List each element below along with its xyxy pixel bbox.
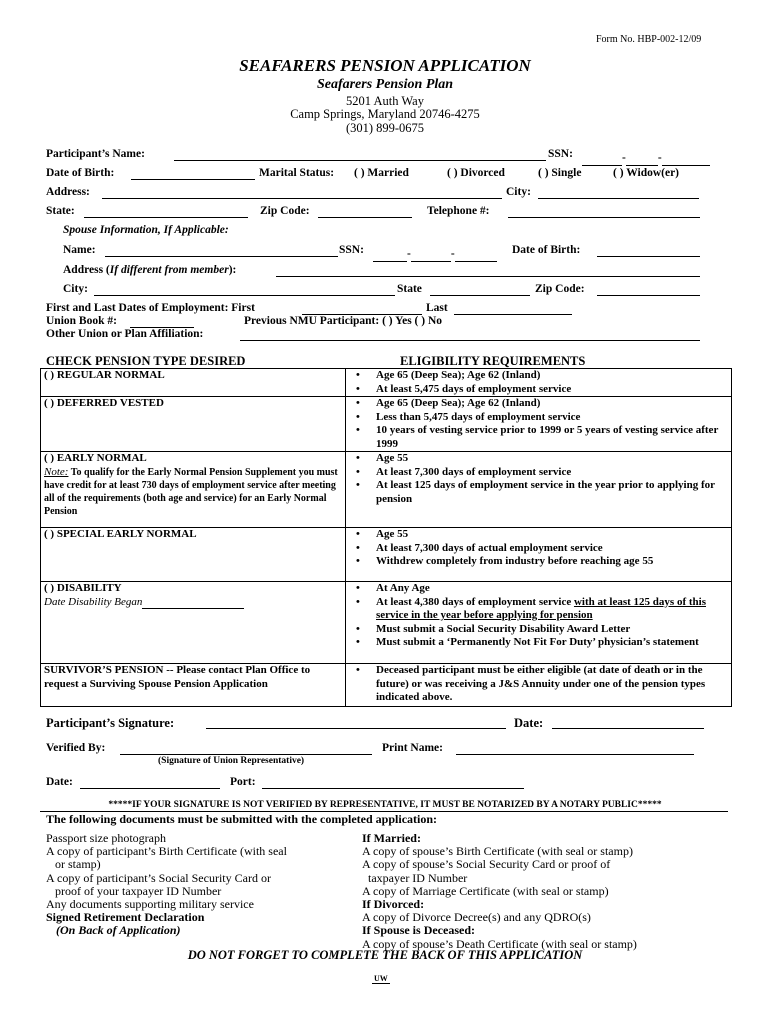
list-item: A copy of spouse’s Death Certificate (with seal or stamp) [362, 936, 637, 951]
notary-notice: *****IF YOUR SIGNATURE IS NOT VERIFIED BY REPRESENTATIVE, IT MUST BE NOTARIZED BY A NOTARY PUBLIC***** [108, 800, 662, 810]
documents-header: The following documents must be submitted with the completed application: [46, 812, 438, 826]
union-book-label: Union Book #: [46, 315, 117, 327]
table-row [41, 369, 732, 397]
if-married-heading: If Married: [362, 831, 421, 845]
special-early-normal-checkbox[interactable]: ( ) SPECIAL EARLY NORMAL [44, 528, 197, 540]
rep-date-label: Date: [46, 776, 73, 788]
port-field[interactable] [262, 776, 524, 789]
list-item: • Must submit a Social Security Disability Award Letter [349, 623, 728, 637]
spouse-state-label: State [397, 283, 422, 295]
other-union-label: Other Union or Plan Affiliation: [46, 328, 204, 340]
disability-date-field[interactable] [142, 596, 244, 609]
ssn-label: SSN: [548, 148, 573, 160]
port-label: Port: [230, 776, 256, 788]
union-bug-logo: UW [374, 974, 388, 983]
early-normal-checkbox[interactable]: ( ) EARLY NORMAL [44, 452, 147, 464]
city-field[interactable] [538, 186, 699, 199]
address-line-3: (301) 899-0675 [345, 121, 425, 135]
zip-label: Zip Code: [260, 205, 310, 217]
list-item: • Age 65 (Deep Sea); Age 62 (Inland) [349, 369, 728, 383]
participant-signature-field[interactable] [206, 716, 506, 729]
list-item: A copy of Divorce Decree(s) and any QDRO(s) [362, 910, 591, 925]
marital-status-label: Marital Status: [259, 167, 335, 179]
list-item: • At least 7,300 days of actual employment service [349, 542, 728, 556]
spouse-ssn-label: SSN: [339, 244, 364, 256]
back-reminder: DO NOT FORGET TO COMPLETE THE BACK OF THIS APPLICATION [187, 948, 583, 962]
form-subtitle: Seafarers Pension Plan [316, 77, 454, 92]
list-item: • 10 years of vesting service prior to 1999 or 5 years of vesting service after 1999 [349, 424, 728, 451]
list-item: • Less than 5,475 days of employment service [349, 411, 728, 425]
spouse-header: Spouse Information, If Applicable: [63, 224, 229, 236]
if-divorced-heading: If Divorced: [362, 897, 425, 912]
address-line-2: Camp Springs, Maryland 20746-4275 [290, 107, 480, 121]
address-label: Address: [46, 186, 90, 198]
participant-signature-label: Participant’s Signature: [46, 716, 175, 730]
list-item: A copy of spouse’s Birth Certificate (with seal or stamp) [362, 844, 633, 859]
list-item: • Age 55 [349, 452, 728, 466]
single-checkbox[interactable]: ( ) Single [538, 167, 582, 179]
union-rep-caption: (Signature of Union Representative) [158, 756, 305, 766]
list-item: • At least 125 days of employment service in the year prior to applying for pension [349, 479, 728, 506]
print-name-label: Print Name: [382, 742, 443, 754]
table-row [41, 452, 732, 528]
address-line-1: 5201 Auth Way [346, 94, 424, 108]
list-item: proof of your taxpayer ID Number [46, 883, 222, 898]
first-date-field[interactable] [302, 302, 422, 315]
form-number: Form No. HBP-002-12/09 [596, 34, 702, 45]
list-item: • Must submit a ‘Permanently Not Fit For Duty’ physician’s statement [349, 636, 728, 650]
deferred-vested-checkbox[interactable]: ( ) DEFERRED VESTED [44, 397, 164, 409]
list-item: A copy of participant’s Social Security Card or [46, 870, 271, 885]
survivor-pension-text: SURVIVOR’S PENSION -- Please contact Plan Office to request a Surviving Spouse Pension Application [44, 664, 311, 690]
dob-label: Date of Birth: [46, 167, 115, 179]
list-item: A copy of spouse’s Social Security Card or proof of [362, 857, 611, 872]
signature-date-field[interactable] [552, 716, 704, 729]
spouse-state-field[interactable] [430, 283, 530, 296]
other-union-field[interactable] [240, 328, 700, 341]
list-item: Signed Retirement Declaration [46, 910, 205, 925]
zip-field[interactable] [318, 205, 412, 218]
last-date-label: Last [426, 302, 448, 314]
city-label: City: [506, 186, 531, 198]
list-item: (On Back of Application) [56, 923, 181, 938]
list-item: • Age 55 [349, 528, 728, 542]
spouse-city-field[interactable] [94, 283, 395, 296]
prev-nmu-label[interactable]: Previous NMU Participant: ( ) Yes ( ) No [244, 315, 443, 327]
last-date-field[interactable] [454, 302, 572, 315]
table-row [41, 528, 732, 582]
spouse-dob-label: Date of Birth: [512, 244, 581, 256]
telephone-label: Telephone #: [427, 205, 490, 217]
disability-date-label: Date Disability Began [44, 595, 143, 608]
regular-normal-checkbox[interactable]: ( ) REGULAR NORMAL [44, 369, 165, 381]
if-deceased-heading: If Spouse is Deceased: [362, 923, 475, 938]
pension-table [40, 368, 732, 707]
spouse-address-field[interactable] [276, 264, 700, 277]
employment-dates-label: First and Last Dates of Employment: First [46, 302, 255, 314]
widow-checkbox[interactable]: ( ) Widow(er) [613, 167, 680, 179]
address-field[interactable] [102, 186, 502, 199]
list-item: taxpayer ID Number [362, 870, 468, 885]
rep-date-field[interactable] [80, 776, 220, 789]
form-title: SEAFARERS PENSION APPLICATION [239, 56, 531, 75]
early-normal-note: To qualify for the Early Normal Pension Supplement you must have credit for at least 730 days of employment service after meeting all of the requirements (both age and service) for an Early Normal Pension [44, 466, 338, 517]
signature-date-label: Date: [514, 716, 544, 730]
note-label: Note: [44, 465, 69, 478]
list-item: A copy of Marriage Certificate (with seal or stamp) [362, 883, 609, 898]
list-item: • At least 4,380 days of employment service with at least 125 days of this service in the year before applying for pension [349, 596, 728, 623]
spouse-city-label: City: [63, 283, 88, 295]
spouse-name-field[interactable] [105, 244, 338, 257]
spouse-ssn-field[interactable]: - - [373, 244, 497, 262]
spouse-zip-label: Zip Code: [535, 283, 585, 295]
eligibility-header: ELIGIBILITY REQUIREMENTS [400, 354, 586, 368]
list-item: or stamp) [46, 857, 101, 872]
verified-by-field[interactable] [120, 742, 372, 755]
spouse-name-label: Name: [63, 244, 96, 256]
list-item: Any documents supporting military service [46, 897, 254, 912]
married-checkbox[interactable]: ( ) Married [354, 167, 409, 179]
telephone-field[interactable] [508, 205, 700, 218]
verified-by-label: Verified By: [46, 742, 106, 754]
list-item: • Age 65 (Deep Sea); Age 62 (Inland) [349, 397, 728, 411]
disability-underlined-text: with at least 125 days of this service in the year before applying for pension [376, 595, 706, 621]
participant-name-field[interactable] [174, 148, 546, 161]
spouse-dob-field[interactable] [597, 244, 700, 257]
pension-type-header: CHECK PENSION TYPE DESIRED [46, 354, 246, 368]
ssn-field[interactable]: - - [582, 148, 710, 166]
union-book-field[interactable] [130, 315, 194, 328]
print-name-field[interactable] [456, 742, 694, 755]
list-item: • At Any Age [349, 582, 728, 596]
table-row [41, 664, 732, 707]
table-row [41, 397, 732, 452]
divorced-checkbox[interactable]: ( ) Divorced [447, 167, 505, 179]
list-item: Passport size photograph [46, 831, 166, 845]
disability-checkbox[interactable]: ( ) DISABILITY [44, 582, 122, 594]
state-field[interactable] [84, 205, 248, 218]
documents-right [362, 832, 637, 951]
spouse-address-label: Address (If different from member): [63, 264, 237, 276]
list-item: A copy of participant’s Birth Certificate (with seal [46, 844, 287, 859]
documents-left [46, 832, 287, 938]
table-row [41, 582, 732, 664]
list-item: • Withdrew completely from industry before reaching age 55 [349, 555, 728, 569]
dob-field[interactable] [131, 167, 255, 180]
participant-name-label: Participant’s Name: [46, 148, 145, 160]
list-item: • At least 5,475 days of employment service [349, 383, 728, 397]
list-item: • Deceased participant must be either eligible (at date of death or in the future) or was receiving a J&S Annuity under one of the pension types indicated above. [349, 664, 728, 705]
spouse-zip-field[interactable] [597, 283, 700, 296]
state-label: State: [46, 205, 75, 217]
list-item: • At least 7,300 days of employment service [349, 466, 728, 480]
